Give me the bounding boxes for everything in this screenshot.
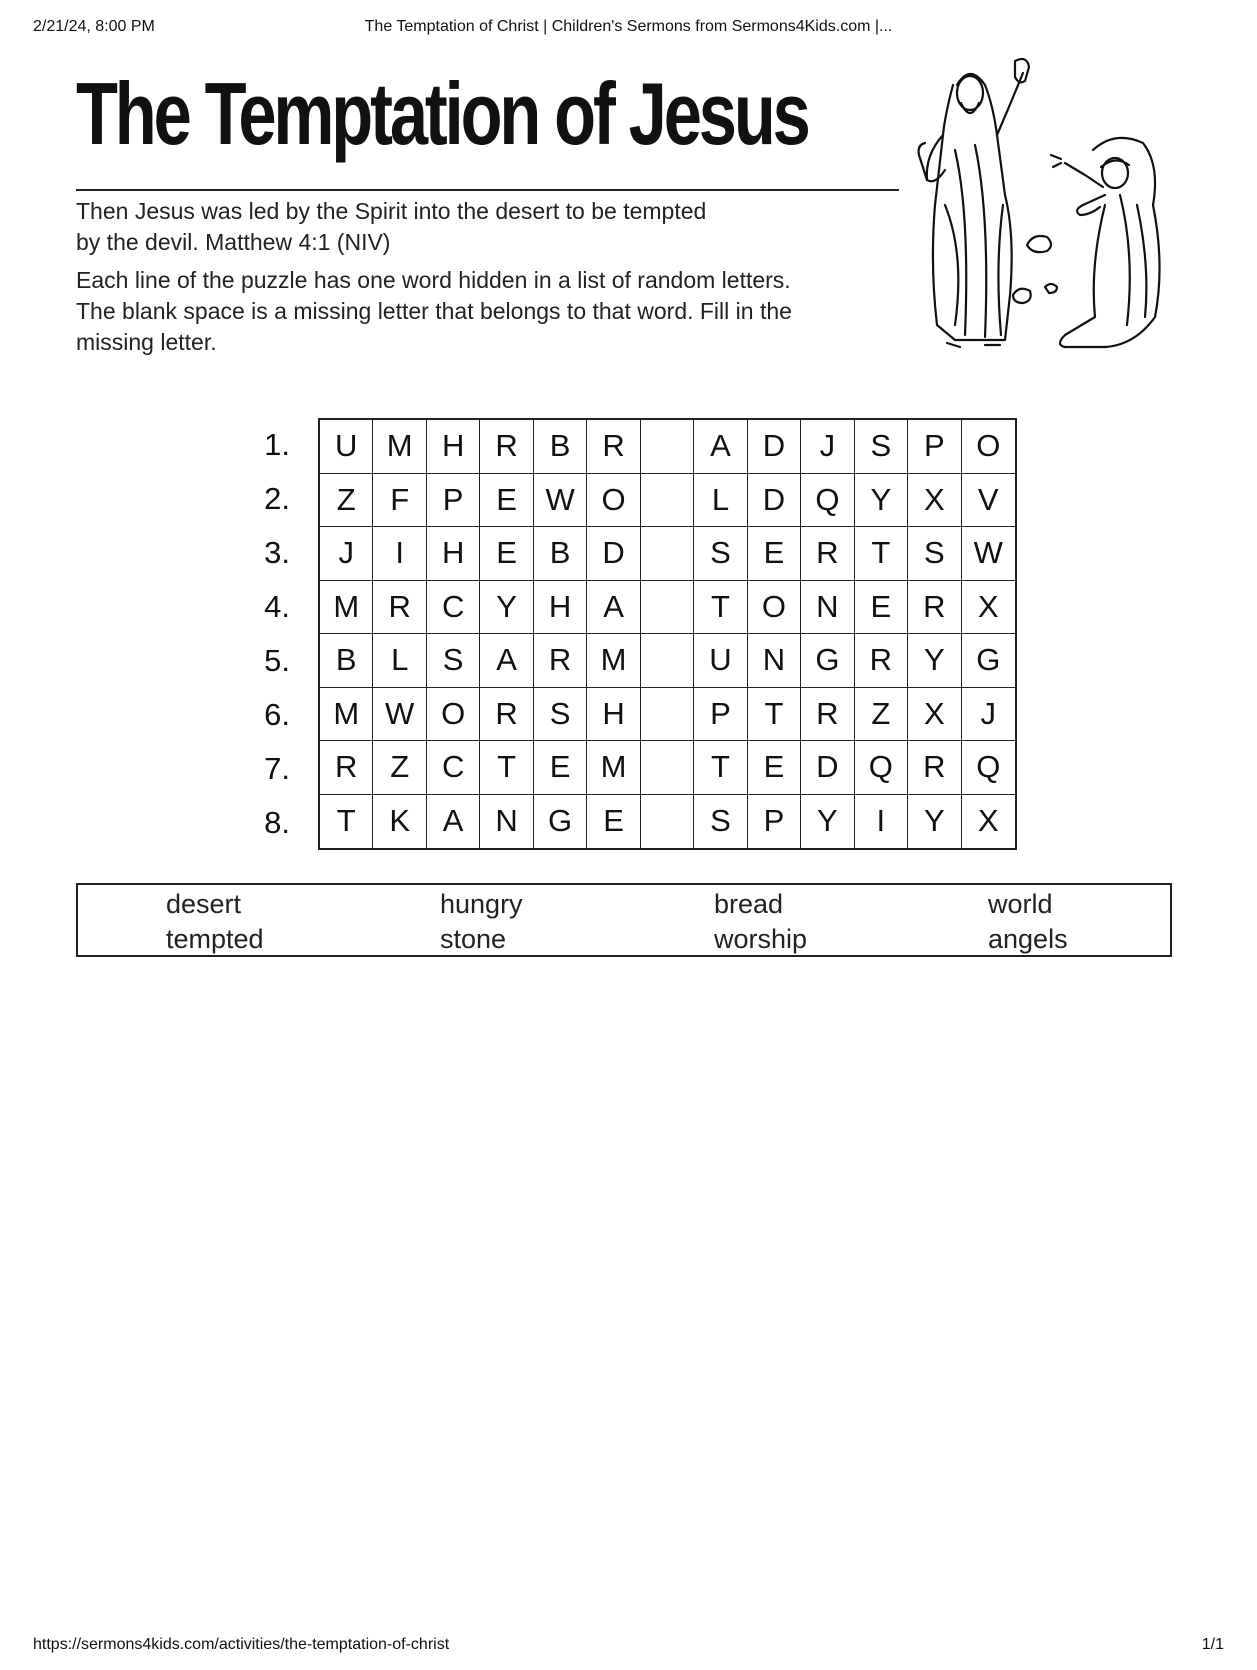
letter-cell: X: [977, 803, 999, 839]
letter-cell: D: [748, 474, 801, 528]
blank-letter-cell: [641, 688, 694, 742]
letter-cell: Q: [801, 474, 854, 528]
letter-cell: R: [801, 688, 854, 742]
row-label: 2.: [264, 481, 290, 516]
letter-cell: Q: [855, 741, 908, 795]
blank-letter-cell: [641, 581, 694, 635]
letter-cell: R: [320, 741, 373, 795]
letter-cell: Q: [962, 741, 1015, 795]
letter-cell: G: [962, 634, 1015, 688]
letter-cell: S: [694, 795, 747, 849]
print-date: 2/21/24, 8:00 PM: [33, 18, 155, 35]
row-label: 7.: [264, 751, 290, 786]
row-label: 4.: [264, 589, 290, 624]
letter-cell: T: [320, 795, 373, 849]
letter-cell: R: [480, 688, 533, 742]
letter-cell: S: [534, 688, 587, 742]
letter-cell: Z: [320, 474, 373, 528]
word-bank-item: stone: [440, 924, 507, 954]
letter-cell: L: [373, 634, 426, 688]
scripture-verse: [76, 196, 866, 258]
word-bank: [76, 883, 1172, 957]
instructions-line-3: missing letter.: [76, 329, 217, 355]
letter-cell: K: [373, 795, 426, 849]
letter-cell: X: [908, 474, 961, 528]
letter-cell: O: [748, 581, 801, 635]
worksheet-title: The Temptation of Jesus: [76, 64, 808, 163]
row-label: 3.: [264, 535, 290, 570]
letter-cell: R: [908, 741, 961, 795]
blank-letter-cell: [641, 420, 694, 474]
letter-cell: T: [480, 741, 533, 795]
instructions-line-1: Each line of the puzzle has one word hidden in a list of random letters.: [76, 267, 791, 293]
letter-cell: G: [534, 795, 587, 849]
letter-cell: E: [587, 795, 640, 849]
letter-cell: E: [748, 741, 801, 795]
verse-line-2: by the devil. Matthew 4:1 (NIV): [76, 229, 391, 255]
tempter-figure: [1051, 138, 1160, 347]
letter-cell: C: [427, 581, 480, 635]
letter-cell: S: [427, 634, 480, 688]
letter-cell: J: [962, 688, 1015, 742]
word-bank-item: angels: [988, 924, 1068, 954]
letter-cell: P: [694, 688, 747, 742]
letter-cell: D: [801, 741, 854, 795]
verse-line-1: Then Jesus was led by the Spirit into the desert to be tempted: [76, 198, 707, 224]
letter-cell: Y: [908, 795, 961, 849]
word-bank-item: bread: [714, 889, 784, 919]
word-bank-item: worship: [714, 924, 808, 954]
jesus-figure: [919, 59, 1029, 347]
letter-cell: E: [855, 581, 908, 635]
temptation-illustration: [915, 55, 1175, 365]
letter-cell: M: [373, 420, 426, 474]
letter-cell: B: [320, 634, 373, 688]
blank-letter-cell: [641, 741, 694, 795]
title-divider: [76, 189, 899, 191]
letter-cell: I: [373, 527, 426, 581]
letter-cell: F: [373, 474, 426, 528]
instructions-line-2: The blank space is a missing letter that belongs to that word. Fill in the: [76, 298, 792, 324]
letter-cell: Z: [855, 688, 908, 742]
letter-cell: V: [962, 474, 1015, 528]
letter-cell: A: [427, 795, 480, 849]
letter-cell: M: [587, 741, 640, 795]
puzzle-instructions: [76, 265, 896, 358]
letter-cell: A: [694, 420, 747, 474]
letter-cell: H: [427, 527, 480, 581]
letter-cell: T: [748, 688, 801, 742]
row-label: 8.: [264, 805, 290, 840]
letter-cell: E: [480, 527, 533, 581]
letter-cell: G: [801, 634, 854, 688]
letter-cell: J: [320, 527, 373, 581]
print-page-title: The Temptation of Christ | Children's Sermons from Sermons4Kids.com |...: [364, 18, 893, 35]
letter-cell: W: [373, 688, 426, 742]
letter-cell: H: [587, 688, 640, 742]
letter-cell: O: [962, 420, 1015, 474]
letter-cell: R: [908, 581, 961, 635]
letter-cell: P: [748, 795, 801, 849]
blank-letter-cell: [641, 795, 694, 849]
letter-cell: M: [320, 688, 373, 742]
letter-cell: L: [694, 474, 747, 528]
letter-cell: A: [587, 581, 640, 635]
row-label: 1.: [264, 427, 290, 462]
letter-cell: J: [801, 420, 854, 474]
word-bank-item: tempted: [166, 924, 264, 954]
blank-letter-cell: [641, 474, 694, 528]
letter-cell: T: [694, 741, 747, 795]
letter-cell: M: [587, 634, 640, 688]
letter-cell: D: [748, 420, 801, 474]
letter-cell: W: [962, 527, 1015, 581]
letter-cell: E: [480, 474, 533, 528]
letter-cell: D: [587, 527, 640, 581]
letter-cell: M: [320, 581, 373, 635]
word-bank-item: world: [988, 889, 1053, 919]
letter-cell: R: [373, 581, 426, 635]
letter-cell: X: [908, 688, 961, 742]
row-label: 5.: [264, 643, 290, 678]
letter-cell: I: [855, 795, 908, 849]
letter-cell: Y: [855, 474, 908, 528]
letter-cell: O: [587, 474, 640, 528]
letter-cell: B: [534, 527, 587, 581]
letter-cell: N: [801, 581, 854, 635]
row-label: 6.: [264, 697, 290, 732]
letter-cell: S: [855, 420, 908, 474]
letter-cell: B: [534, 420, 587, 474]
letter-cell: O: [427, 688, 480, 742]
letter-cell: R: [587, 420, 640, 474]
blank-letter-cell: [641, 634, 694, 688]
letter-cell: P: [427, 474, 480, 528]
letter-cell: S: [908, 527, 961, 581]
letter-cell: U: [694, 634, 747, 688]
letter-cell: A: [480, 634, 533, 688]
letter-cell: T: [855, 527, 908, 581]
letter-cell: N: [480, 795, 533, 849]
letter-puzzle-grid: [318, 418, 1017, 850]
letter-cell: R: [480, 420, 533, 474]
letter-cell: Y: [908, 634, 961, 688]
print-url: https://sermons4kids.com/activities/the-temptation-of-christ: [33, 1636, 450, 1653]
letter-cell: R: [855, 634, 908, 688]
letter-cell: R: [534, 634, 587, 688]
word-bank-item: hungry: [440, 889, 523, 919]
letter-cell: N: [748, 634, 801, 688]
stones: [1013, 236, 1057, 303]
letter-cell: U: [320, 420, 373, 474]
letter-cell: S: [694, 527, 747, 581]
letter-cell: T: [694, 581, 747, 635]
blank-letter-cell: [641, 527, 694, 581]
letter-cell: H: [534, 581, 587, 635]
letter-cell: W: [534, 474, 587, 528]
letter-cell: E: [534, 741, 587, 795]
letter-cell: Y: [801, 795, 854, 849]
print-page-number: 1/1: [1201, 1636, 1224, 1653]
letter-cell: R: [801, 527, 854, 581]
letter-cell: C: [427, 741, 480, 795]
letter-cell: Y: [480, 581, 533, 635]
letter-cell: P: [908, 420, 961, 474]
word-bank-item: desert: [166, 889, 242, 919]
letter-cell: E: [748, 527, 801, 581]
letter-cell: H: [427, 420, 480, 474]
letter-cell: X: [962, 581, 1015, 635]
letter-cell: Z: [373, 741, 426, 795]
